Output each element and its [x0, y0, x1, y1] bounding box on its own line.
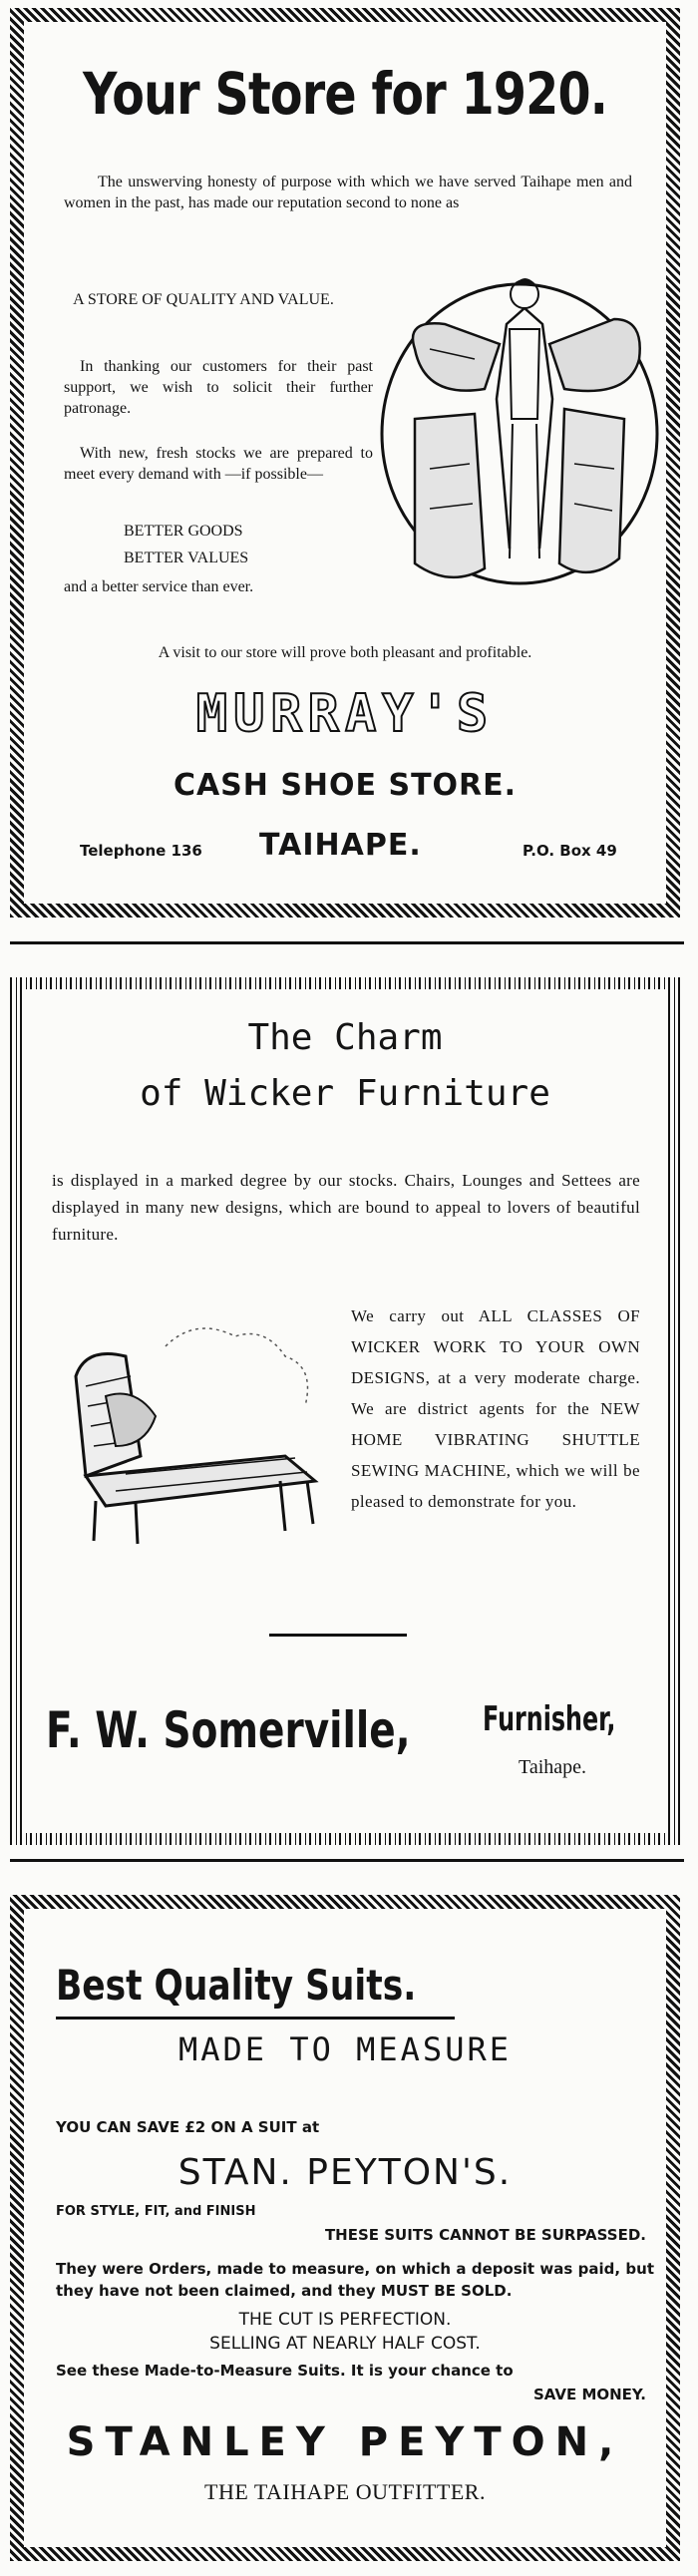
ad1-better-service: and a better service than ever. — [64, 578, 254, 595]
ad3-see-line: See these Made-to-Measure Suits. It is your chance to — [56, 2362, 514, 2380]
ad3-selling: SELLING AT NEARLY HALF COST. — [209, 2334, 481, 2354]
separator-rule-2 — [10, 1859, 684, 1862]
ad3-heading: Best Quality Suits. — [56, 1961, 417, 2010]
ad1-heading: Your Store for 1920. — [83, 60, 607, 128]
man-with-shoes-illustration — [375, 249, 664, 608]
ad2-title-line2: of Wicker Furniture — [140, 1073, 550, 1114]
ad3-tagline: THE TAIHAPE OUTFITTER. — [204, 2479, 486, 2504]
ad2-rule — [269, 1634, 407, 1637]
ad3-save-money: SAVE MONEY. — [532, 2386, 646, 2403]
somerville-name: F. W. Somerville, — [46, 1701, 411, 1759]
ad3-orders: They were Orders, made to measure, on which a deposit was paid, but they have not been claimed, and they MUST BE SOLD. — [56, 2260, 654, 2300]
ad1-telephone: Telephone 136 — [80, 842, 202, 860]
ad1-intro: The unswerving honesty of purpose with which we have served Taihape men and women in the past, has made our reputation second to none as — [64, 174, 632, 211]
peyton-advertisement — [10, 1895, 680, 2561]
ad3-subheading: MADE TO MEASURE — [178, 2030, 512, 2068]
ad1-thanks: In thanking our customers for their past support, we wish to solicit their further patronage. — [64, 358, 373, 417]
murrays-name: MURRAY'S — [195, 684, 495, 744]
stanley-peyton: STANLEY PEYTON, — [66, 2419, 624, 2465]
wicker-lounge-illustration — [46, 1306, 345, 1556]
ad3-surpass-line: THESE SUITS CANNOT BE SURPASSED. — [324, 2226, 646, 2244]
ad2-town: Taihape. — [519, 1756, 587, 1778]
stan-peytons: STAN. PEYTON'S. — [177, 2152, 513, 2193]
ad1-town: TAIHAPE. — [259, 828, 422, 863]
ad2-trade: Furnisher, — [483, 1699, 616, 1739]
ad2-title-line1: The Charm — [247, 1017, 443, 1058]
ad1-better-goods: BETTER GOODS — [124, 523, 243, 540]
ad1-stocks: With new, fresh stocks we are prepared to meet every demand with —if possible— — [64, 445, 373, 483]
ad3-cut: THE CUT IS PERFECTION. — [238, 2310, 452, 2330]
cash-shoe-store: CASH SHOE STORE. — [173, 768, 518, 803]
ad3-heading-underline — [56, 2017, 455, 2020]
ad1-visit: A visit to our store will prove both pleasant and profitable. — [158, 644, 532, 661]
murrays-advertisement — [10, 8, 680, 918]
ad1-quality-line: A STORE OF QUALITY AND VALUE. — [73, 291, 334, 308]
ad2-details: We carry out ALL CLASSES OF WICKER WORK TO YOUR OWN DESIGNS, at a very moderate charge. We are district agents for the NEW HOME VIBRATING SHUTTLE SEWING MACHINE, which we will be pleased to demonstrate for you. — [351, 1306, 640, 1511]
ad2-intro: is displayed in a marked degree by our stocks. Chairs, Lounges and Settees are displayed in many new designs, which are bound to appeal to lovers of beautiful furniture. — [52, 1171, 640, 1244]
somerville-advertisement — [10, 977, 680, 1845]
ad1-po-box: P.O. Box 49 — [523, 842, 617, 860]
separator-rule — [10, 941, 684, 944]
ad1-better-values: BETTER VALUES — [124, 550, 249, 566]
ad3-save-line: YOU CAN SAVE £2 ON A SUIT at — [56, 2118, 320, 2136]
ad3-style-line: FOR STYLE, FIT, and FINISH — [56, 2204, 256, 2219]
